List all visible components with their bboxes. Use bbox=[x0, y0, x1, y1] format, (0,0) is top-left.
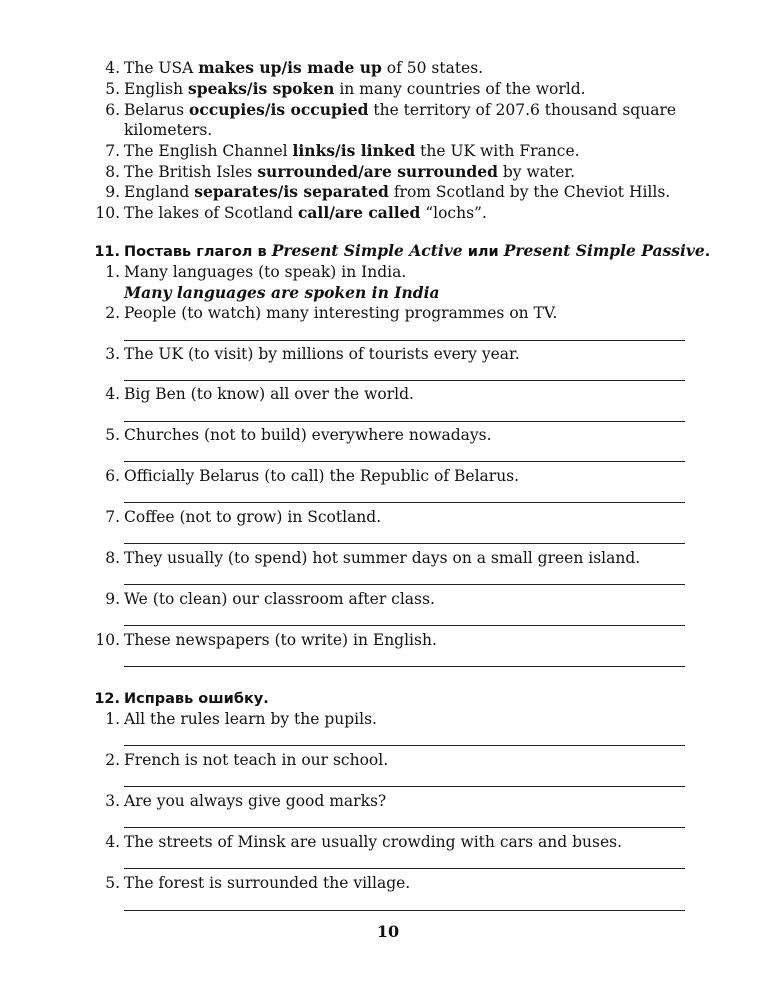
item-text: Big Ben (to know) all over the world. bbox=[124, 385, 414, 403]
item-text: Are you always give good marks? bbox=[124, 792, 387, 810]
item-text: The UK (to visit) by millions of tourists every year. bbox=[124, 345, 520, 363]
item-text-end: the UK with France. bbox=[415, 142, 580, 160]
item-text: Officially Belarus (to call) the Republic of Belarus. bbox=[124, 467, 520, 485]
item-number: 4. bbox=[105, 385, 120, 403]
answer-line[interactable] bbox=[124, 827, 685, 828]
item-text: These newspapers (to write) in English. bbox=[124, 631, 437, 649]
prev-item-7 bbox=[88, 141, 688, 161]
ex11-item-5 bbox=[88, 425, 688, 445]
ex12-item-1 bbox=[88, 709, 688, 729]
item-text-end: of 50 states. bbox=[381, 59, 484, 77]
answer-line[interactable] bbox=[124, 745, 685, 746]
item-number: 7. bbox=[105, 142, 120, 160]
ex11-example-answer: Many languages are spoken in India bbox=[124, 283, 440, 302]
answer-line[interactable] bbox=[124, 786, 685, 787]
page-number: 10 bbox=[376, 922, 400, 941]
item-number: 6. bbox=[105, 101, 120, 119]
item-number: 2. bbox=[105, 751, 120, 769]
item-number: 5. bbox=[105, 80, 120, 98]
item-text: Belarus bbox=[124, 101, 190, 119]
item-text-end: the territory of 207.6 thousand square bbox=[368, 101, 677, 119]
item-number: 3. bbox=[105, 792, 120, 810]
item-text-end: in many countries of the world. bbox=[334, 80, 586, 98]
item-number: 8. bbox=[105, 549, 120, 567]
instruction-tense-passive: Present Simple Passive bbox=[503, 241, 705, 260]
item-number: 5. bbox=[105, 426, 120, 444]
answer-line[interactable] bbox=[124, 380, 685, 381]
exercise-11-heading bbox=[88, 241, 711, 262]
ex12-item-3 bbox=[88, 791, 688, 811]
instruction-text: Исправь ошибку. bbox=[124, 691, 269, 707]
answer-line[interactable] bbox=[124, 421, 685, 422]
ex11-item-9 bbox=[88, 589, 688, 609]
answer-line[interactable] bbox=[124, 625, 685, 626]
item-text: Many languages (to speak) in India. bbox=[124, 263, 407, 281]
item-number: 3. bbox=[105, 345, 120, 363]
ex11-item-6 bbox=[88, 466, 688, 486]
ex11-item-1 bbox=[88, 262, 688, 282]
item-number: 5. bbox=[105, 874, 120, 892]
item-number: 1. bbox=[105, 710, 120, 728]
item-text: The forest is surrounded the village. bbox=[124, 874, 411, 892]
item-number: 1. bbox=[105, 263, 120, 281]
answer-line[interactable] bbox=[124, 340, 685, 341]
ex12-item-5 bbox=[88, 873, 688, 893]
item-verb-choice: separates/is separated bbox=[194, 182, 389, 201]
prev-item-8 bbox=[88, 162, 688, 182]
ex12-item-2 bbox=[88, 750, 688, 770]
instruction-period: . bbox=[704, 244, 711, 260]
item-text: The British Isles bbox=[124, 163, 258, 181]
prev-item-6 bbox=[88, 100, 688, 120]
item-verb-choice: surrounded/are surrounded bbox=[257, 162, 498, 181]
answer-line[interactable] bbox=[124, 543, 685, 544]
answer-line[interactable] bbox=[124, 868, 685, 869]
item-verb-choice: links/is linked bbox=[292, 141, 416, 160]
ex12-item-4 bbox=[88, 832, 688, 852]
exercise-number: 12. bbox=[94, 691, 120, 707]
item-text-end: from Scotland by the Cheviot Hills. bbox=[388, 183, 671, 201]
item-text: English bbox=[124, 80, 188, 98]
prev-item-5 bbox=[88, 79, 688, 99]
item-text: The streets of Minsk are usually crowding with cars and buses. bbox=[124, 833, 623, 851]
prev-item-4 bbox=[88, 58, 688, 78]
item-number: 9. bbox=[105, 183, 120, 201]
answer-line[interactable] bbox=[124, 461, 685, 462]
answer-line[interactable] bbox=[124, 910, 685, 911]
item-text: People (to watch) many interesting programmes on TV. bbox=[124, 304, 558, 322]
item-text: They usually (to spend) hot summer days on a small green island. bbox=[124, 549, 641, 567]
prev-item-6-continuation: kilometers. bbox=[124, 121, 213, 139]
item-text: French is not teach in our school. bbox=[124, 751, 389, 769]
exercise-number: 11. bbox=[94, 244, 120, 260]
ex11-item-3 bbox=[88, 344, 688, 364]
item-number: 4. bbox=[105, 833, 120, 851]
item-verb-choice: call/are called bbox=[297, 203, 421, 222]
item-number: 10. bbox=[95, 204, 120, 222]
item-text: England bbox=[124, 183, 195, 201]
item-text: The lakes of Scotland bbox=[124, 204, 298, 222]
item-number: 9. bbox=[105, 590, 120, 608]
item-number: 10. bbox=[95, 631, 120, 649]
ex11-item-4 bbox=[88, 384, 688, 404]
prev-item-9 bbox=[88, 182, 688, 202]
item-number: 6. bbox=[105, 467, 120, 485]
instruction-text: Поставь глагол в bbox=[124, 244, 272, 260]
exercise-12-heading bbox=[88, 689, 688, 709]
item-text: Coffee (not to grow) in Scotland. bbox=[124, 508, 382, 526]
item-text: The USA bbox=[124, 59, 199, 77]
item-number: 4. bbox=[105, 59, 120, 77]
item-verb-choice: speaks/is spoken bbox=[188, 79, 335, 98]
ex11-item-2 bbox=[88, 303, 688, 323]
item-text: Churches (not to build) everywhere nowadays. bbox=[124, 426, 492, 444]
answer-line[interactable] bbox=[124, 584, 685, 585]
item-text: The English Channel bbox=[124, 142, 293, 160]
item-text: We (to clean) our classroom after class. bbox=[124, 590, 435, 608]
item-number: 2. bbox=[105, 304, 120, 322]
item-text: All the rules learn by the pupils. bbox=[124, 710, 377, 728]
prev-item-10 bbox=[88, 203, 688, 223]
item-text-end: by water. bbox=[497, 163, 576, 181]
instruction-tense-active: Present Simple Active bbox=[271, 241, 463, 260]
item-number: 7. bbox=[105, 508, 120, 526]
ex11-item-8 bbox=[88, 548, 688, 568]
item-number: 8. bbox=[105, 163, 120, 181]
instruction-conjunction: или bbox=[462, 244, 504, 260]
item-text-end: “lochs”. bbox=[420, 204, 487, 222]
item-verb-choice: occupies/is occupied bbox=[189, 100, 369, 119]
ex11-item-10 bbox=[88, 630, 688, 650]
ex11-item-7 bbox=[88, 507, 688, 527]
answer-line[interactable] bbox=[124, 666, 685, 667]
item-verb-choice: makes up/is made up bbox=[198, 58, 382, 77]
answer-line[interactable] bbox=[124, 502, 685, 503]
